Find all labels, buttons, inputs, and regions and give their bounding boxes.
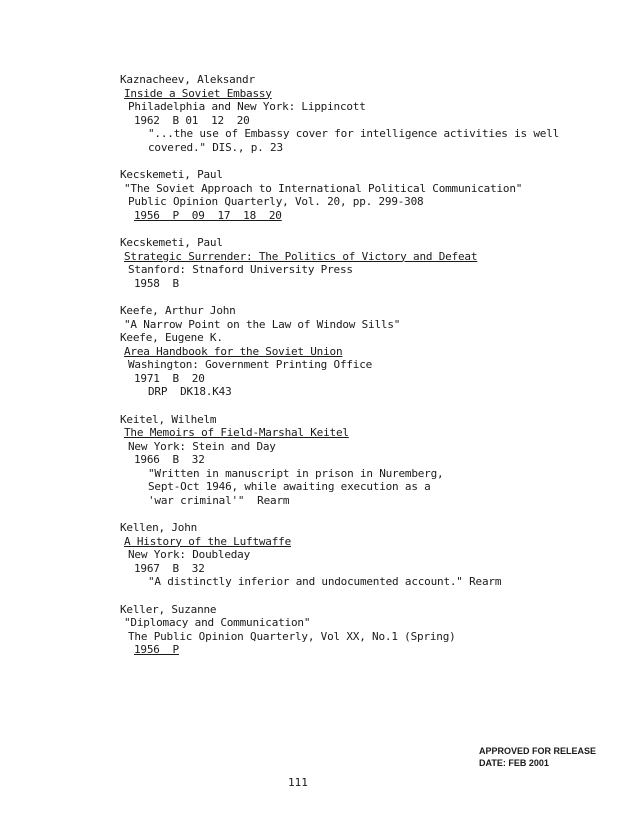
list-item — [120, 168, 600, 222]
release-stamp — [479, 745, 629, 769]
entry-meta: 1962 B 01 12 20 — [134, 113, 250, 127]
entry-meta: 1956 P 09 17 18 20 — [134, 208, 282, 222]
entry-publisher: Public Opinion Quarterly, Vol. 20, pp. 299-308 — [128, 195, 424, 208]
list-item — [120, 413, 600, 508]
entry-note: "...the use of Embassy cover for intelligence activities is well — [148, 127, 560, 140]
list-item — [120, 304, 600, 331]
list-item — [120, 331, 600, 399]
entry-author: Keitel, Wilhelm — [120, 412, 217, 426]
entry-note: covered." DIS., p. 23 — [148, 140, 283, 154]
entry-publisher: New York: Stein and Day — [128, 439, 276, 453]
entry-meta: 1966 B 32 — [134, 453, 205, 466]
entry-title: "A Narrow Point on the Law of Window Sills" — [124, 317, 401, 331]
entry-publisher: New York: Doubleday — [128, 548, 251, 561]
entry-publisher: Washington: Government Printing Office — [128, 358, 373, 371]
entry-author: Keefe, Eugene K. — [120, 331, 223, 344]
list-item — [120, 521, 600, 589]
entry-author: Kellen, John — [120, 521, 198, 534]
entry-meta: 1971 B 20 — [134, 371, 205, 385]
entry-title: Strategic Surrender: The Politics of Victory and Defeat — [124, 249, 478, 263]
entry-title: "Diplomacy and Communication" — [124, 616, 311, 629]
entry-author: Kaznacheev, Aleksandr — [120, 73, 255, 86]
list-item — [120, 603, 600, 657]
entry-note: "Written in manuscript in prison in Nuremberg, — [148, 466, 444, 480]
entry-meta: 1956 P — [134, 643, 179, 656]
entry-meta: 1958 B — [134, 276, 179, 290]
entry-note: "A distinctly inferior and undocumented account." Rearm — [148, 575, 502, 588]
bibliography-list — [120, 73, 600, 671]
list-item — [120, 236, 600, 290]
entry-note: 'war criminal'" Rearm — [148, 493, 290, 507]
release-date: DATE: FEB 2001 — [479, 758, 549, 768]
entry-publisher: Philadelphia and New York: Lippincott — [128, 100, 366, 113]
entry-title: "The Soviet Approach to International Political Communication" — [124, 181, 523, 195]
page-number: 111 — [288, 776, 308, 789]
entry-title: A History of the Luftwaffe — [124, 534, 291, 548]
entry-author: Keefe, Arthur John — [120, 304, 236, 317]
entry-note: Sept-Oct 1946, while awaiting execution as a — [148, 480, 431, 493]
list-item — [120, 73, 600, 154]
entry-call-number: DRP DK18.K43 — [148, 385, 232, 398]
entry-author: Keller, Suzanne — [120, 602, 217, 616]
entry-title: Inside a Soviet Embassy — [124, 86, 272, 100]
entry-meta: 1967 B 32 — [134, 561, 205, 575]
entry-publisher: Stanford: Stnaford University Press — [128, 263, 353, 276]
entry-title: Area Handbook for the Soviet Union — [124, 344, 343, 358]
entry-publisher: The Public Opinion Quarterly, Vol XX, No.1 (Spring) — [128, 629, 456, 643]
entry-author: Kecskemeti, Paul — [120, 236, 223, 249]
entry-author: Kecskemeti, Paul — [120, 168, 223, 181]
entry-title: The Memoirs of Field-Marshal Keitel — [124, 426, 349, 439]
release-line: APPROVED FOR RELEASE — [479, 746, 597, 756]
